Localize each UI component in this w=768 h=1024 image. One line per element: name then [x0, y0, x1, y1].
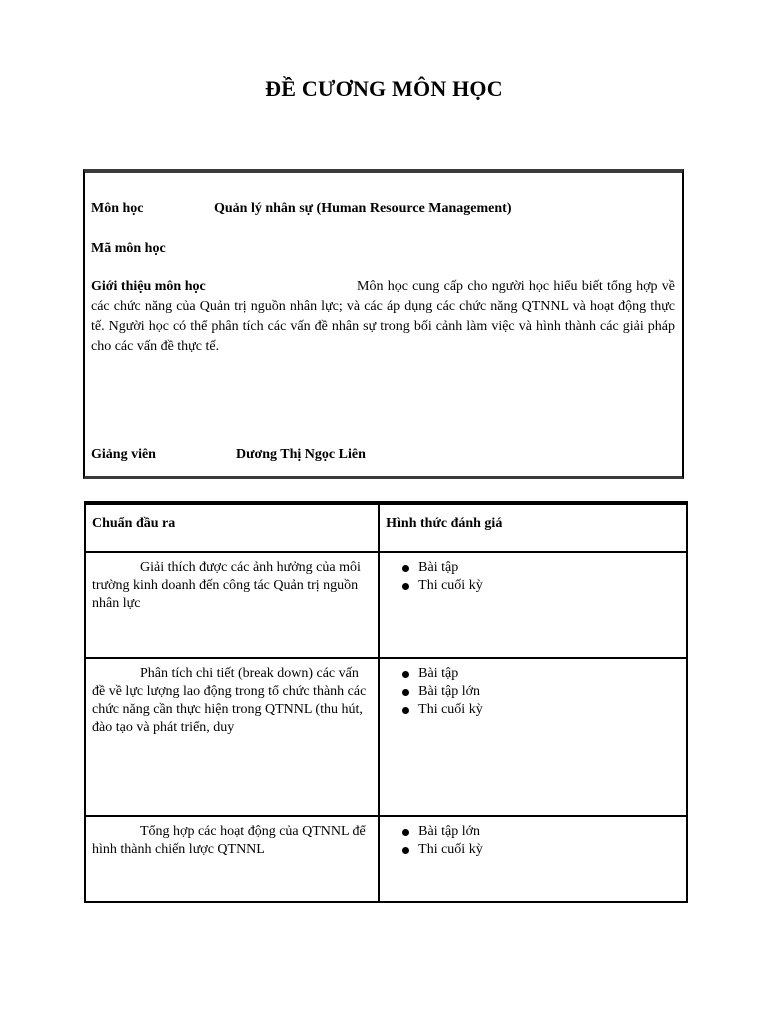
outcomes-table [84, 501, 688, 903]
subject-label: Môn học [91, 201, 144, 216]
outcome-text: Tổng hợp các hoạt động của QTNNL để hình thành chiến lược QTNNL [92, 824, 366, 857]
course-intro [91, 277, 675, 357]
bullet-icon [402, 829, 409, 836]
bullet-icon [402, 583, 409, 590]
list-item: Thi cuối kỳ [400, 701, 680, 719]
list-item: Thi cuối kỳ [400, 577, 680, 595]
bullet-icon [402, 689, 409, 696]
list-item: Bài tập lớn [400, 683, 680, 701]
list-item: Bài tập lớn [400, 823, 680, 841]
intro-label: Giới thiệu môn học [91, 279, 206, 294]
assessment-list [386, 559, 680, 595]
header-outcomes: Chuẩn đầu ra [85, 503, 379, 552]
list-item: Bài tập [400, 559, 680, 577]
header-assessment: Hình thức đánh giá [379, 503, 687, 552]
table-header-row [85, 503, 687, 552]
outcome-text: Phân tích chi tiết (break down) các vấn đề về lực lượng lao động trong tổ chức thành các chức năng cần thực hiện trong QTNNL (thu hút, đào tạo và phát triển, duy [92, 666, 367, 735]
bullet-icon [402, 671, 409, 678]
table-row [85, 816, 687, 902]
document-title: ĐỀ CƯƠNG MÔN HỌC [265, 76, 503, 101]
assessment-list [386, 823, 680, 859]
outcome-text: Giải thích được các ảnh hưởng của môi trường kinh doanh đến công tác Quản trị nguồn nhân lực [92, 560, 361, 611]
bullet-icon [402, 565, 409, 572]
assessment-list [386, 665, 680, 719]
outcome-cell [85, 658, 379, 816]
subject-row [91, 199, 512, 219]
subject-value: Quản lý nhân sự (Human Resource Management) [214, 201, 512, 216]
bullet-icon [402, 847, 409, 854]
course-code-label: Mã môn học [91, 241, 166, 256]
list-item: Bài tập [400, 665, 680, 683]
lecturer-row [91, 445, 366, 465]
table-row [85, 552, 687, 658]
course-info-box [83, 169, 684, 479]
outcome-cell [85, 552, 379, 658]
lecturer-value: Dương Thị Ngọc Liên [236, 447, 366, 462]
lecturer-label: Giảng viên [91, 447, 156, 462]
course-code-row [91, 239, 166, 259]
assessment-cell [379, 552, 687, 658]
intro-text: Môn học cung cấp cho người học hiểu biết tổng hợp về các chức năng của Quản trị nguồn nhân lực; và các áp dụng các chức năng QTNNL và hoạt động thực tế. Người học có thể phân tích các vấn đề nhân sự trong bối cảnh làm việc và hình thành các giải pháp cho các vấn đề thực tế. [91, 279, 675, 354]
list-item: Thi cuối kỳ [400, 841, 680, 859]
outcome-cell [85, 816, 379, 902]
assessment-cell [379, 658, 687, 816]
assessment-cell [379, 816, 687, 902]
table-row [85, 658, 687, 816]
bullet-icon [402, 707, 409, 714]
